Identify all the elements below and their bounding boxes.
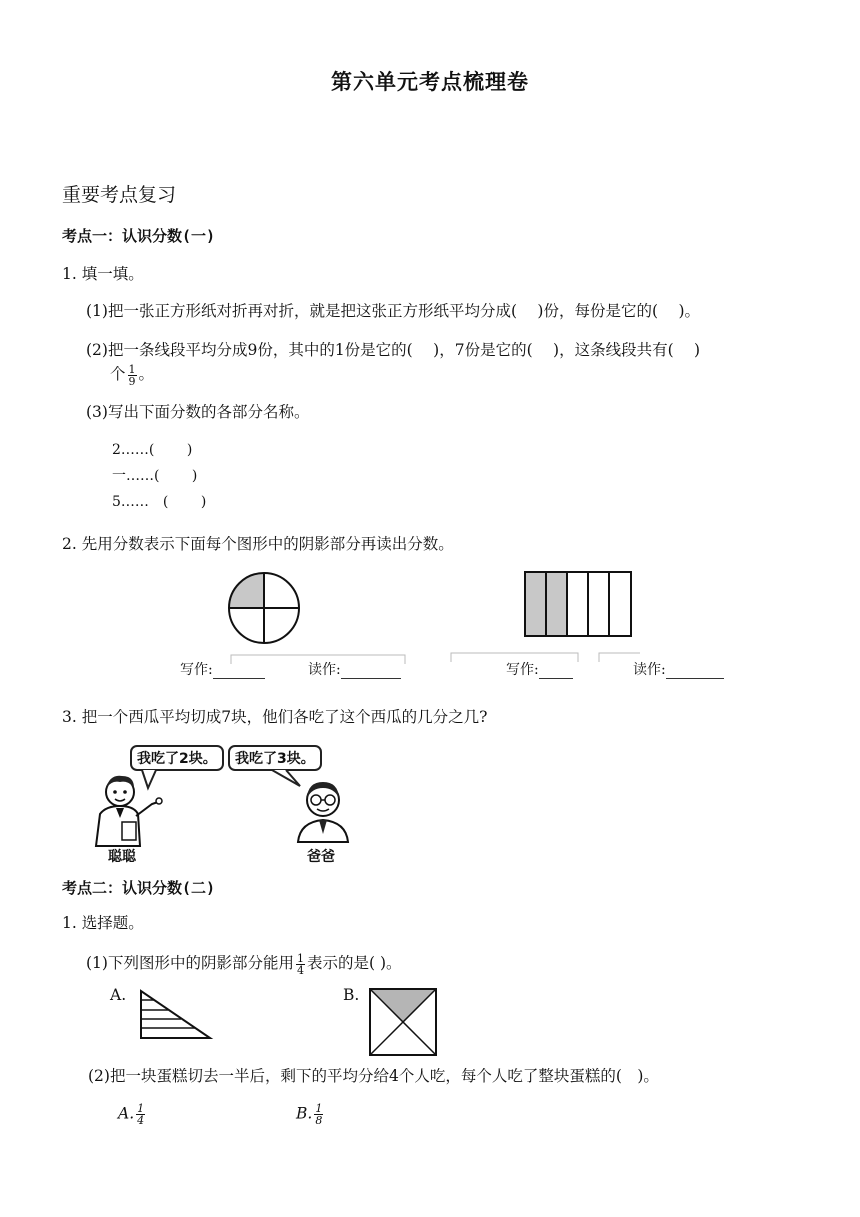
q1-label: 1. 填一填。 <box>62 265 144 283</box>
fraction-denominator: 9 <box>128 374 136 388</box>
option-letter: B. <box>296 1104 313 1123</box>
kd2-q1-label: 1. 选择题。 <box>62 914 144 932</box>
answer-blank[interactable] <box>341 664 401 679</box>
fraction-denominator: 4 <box>296 963 304 977</box>
kaodian-2-heading: 考点二：认识分数(二) <box>62 879 216 897</box>
q1-part-3: (3)写出下面分数的各部分名称。 <box>86 403 310 421</box>
fraction-numerator: 1 <box>137 1102 145 1115</box>
square-diagonals-figure <box>369 988 437 1056</box>
answer-blank[interactable] <box>213 664 265 679</box>
q1-part-1: (1)把一张正方形纸对折再对折，就是把这张正方形纸平均分成( )份，每份是它的( )。 <box>86 302 701 320</box>
rectangle-two-fifths-shaded-figure <box>524 571 632 637</box>
father-character-icon <box>294 776 352 842</box>
q2-label: 2. 先用分数表示下面每个图形中的阴影部分再读出分数。 <box>62 535 454 553</box>
page-title: 第六单元考点梳理卷 <box>331 70 529 94</box>
write-label: 写作: <box>506 662 539 678</box>
answer-option-b <box>296 1103 325 1126</box>
circle-write-answer <box>180 659 265 679</box>
answer-option-a <box>118 1103 147 1126</box>
q1-part-2: (2)把一条线段平均分成9份，其中的1份是它的( )，7份是它的( )，这条线段共有( ) <box>86 341 701 359</box>
fraction-part-bar: 一……( ) <box>112 468 198 484</box>
read-label: 读作: <box>633 662 666 678</box>
option-b-label: B. <box>343 986 360 1004</box>
fraction-denominator: 8 <box>315 1114 323 1127</box>
fraction-denominator: 4 <box>137 1114 145 1127</box>
q1-part-2-ge: 个 <box>110 365 126 383</box>
character-name-left: 聪聪 <box>108 849 136 865</box>
answer-blank[interactable] <box>666 664 724 679</box>
kd2-q1-part-2: (2)把一块蛋糕切去一半后，剩下的平均分给4个人吃，每个人吃了整块蛋糕的( )。 <box>88 1067 659 1085</box>
boy-character-icon <box>86 770 166 846</box>
kd2-q1-part-1-pre: (1)下列图形中的阴影部分能用 <box>86 954 294 972</box>
rect-write-answer <box>506 659 573 679</box>
fraction-numerator: 1 <box>128 362 136 376</box>
character-name-right: 爸爸 <box>307 849 335 865</box>
speech-bubble-right: 我吃了3块。 <box>228 745 322 771</box>
kd2-q1-part-1 <box>86 951 402 976</box>
circle-read-answer <box>308 659 401 679</box>
q1-part-2-end: 。 <box>138 365 155 383</box>
fraction-numerator: 1 <box>296 951 304 965</box>
fraction-numerator: 1 <box>315 1102 323 1115</box>
rect-read-answer <box>633 659 724 679</box>
circle-quarter-shaded-figure <box>228 572 300 644</box>
triangle-striped-figure <box>140 990 212 1040</box>
read-label: 读作: <box>308 662 341 678</box>
fraction-one-eighth <box>314 1103 323 1126</box>
fraction-part-denominator: 5…… ( ) <box>112 494 207 510</box>
write-label: 写作: <box>180 662 213 678</box>
kaodian-1-heading: 考点一：认识分数(一) <box>62 227 216 245</box>
fraction-part-numerator: 2……( ) <box>112 442 193 458</box>
speech-bubble-left: 我吃了2块。 <box>130 745 224 771</box>
fraction-one-quarter <box>296 953 305 976</box>
option-letter: A. <box>118 1104 135 1123</box>
answer-blank[interactable] <box>539 664 573 679</box>
q3-label: 3. 把一个西瓜平均切成7块，他们各吃了这个西瓜的几分之几? <box>62 708 488 726</box>
q1-part-2-cont <box>110 362 154 387</box>
fraction-one-quarter <box>136 1103 145 1126</box>
section-heading: 重要考点复习 <box>62 184 177 206</box>
kd2-q1-part-1-post: 表示的是( )。 <box>306 954 402 972</box>
option-a-label: A. <box>110 986 127 1004</box>
fraction-one-ninth <box>128 364 137 387</box>
